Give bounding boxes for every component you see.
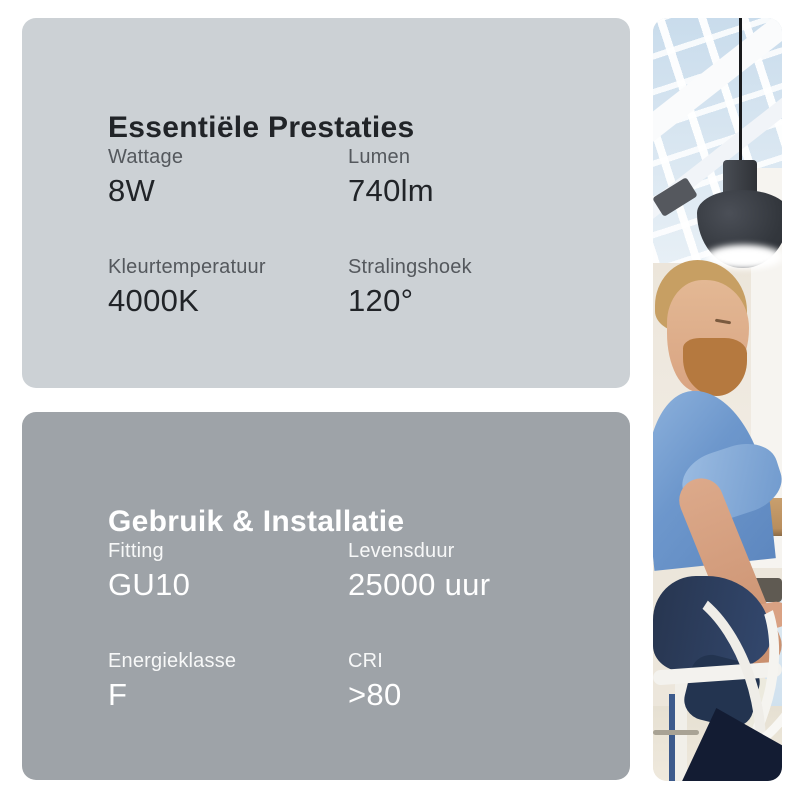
installation-card bbox=[22, 412, 630, 780]
spec-lifespan-value: 25000 uur bbox=[348, 567, 491, 602]
spec-color-temperature-value: 4000K bbox=[108, 283, 200, 318]
spec-beam-angle-value: 120° bbox=[348, 283, 414, 318]
performance-card bbox=[22, 18, 630, 388]
spec-energy-class-value: F bbox=[108, 677, 128, 712]
spec-energy-class-label: Energieklasse bbox=[108, 650, 237, 672]
spec-color-temperature-label: Kleurtemperatuur bbox=[108, 256, 266, 278]
spec-cri-value: >80 bbox=[348, 677, 402, 712]
spec-beam-angle-label: Stralingshoek bbox=[348, 256, 472, 278]
spec-beam-angle bbox=[348, 256, 472, 319]
spec-fitting bbox=[108, 540, 190, 603]
spec-lifespan-label: Levensduur bbox=[348, 540, 455, 562]
spec-lifespan bbox=[348, 540, 490, 603]
spec-wattage bbox=[108, 146, 183, 209]
spec-lumen-label: Lumen bbox=[348, 146, 411, 168]
spec-fitting-value: GU10 bbox=[108, 567, 191, 602]
spec-wattage-value: 8W bbox=[108, 173, 156, 208]
spec-color-temperature bbox=[108, 256, 266, 319]
spec-lumen-value: 740lm bbox=[348, 173, 434, 208]
installation-card-title: Gebruik & Installatie bbox=[108, 504, 405, 538]
performance-card-title: Essentiële Prestaties bbox=[108, 110, 415, 144]
pendant-lamp-cord bbox=[739, 18, 742, 166]
spec-wattage-label: Wattage bbox=[108, 146, 184, 168]
product-lifestyle-photo bbox=[653, 18, 782, 781]
spec-cri-label: CRI bbox=[348, 650, 384, 672]
spec-energy-class bbox=[108, 650, 236, 713]
spec-cri bbox=[348, 650, 402, 713]
spec-lumen bbox=[348, 146, 434, 209]
spec-fitting-label: Fitting bbox=[108, 540, 164, 562]
